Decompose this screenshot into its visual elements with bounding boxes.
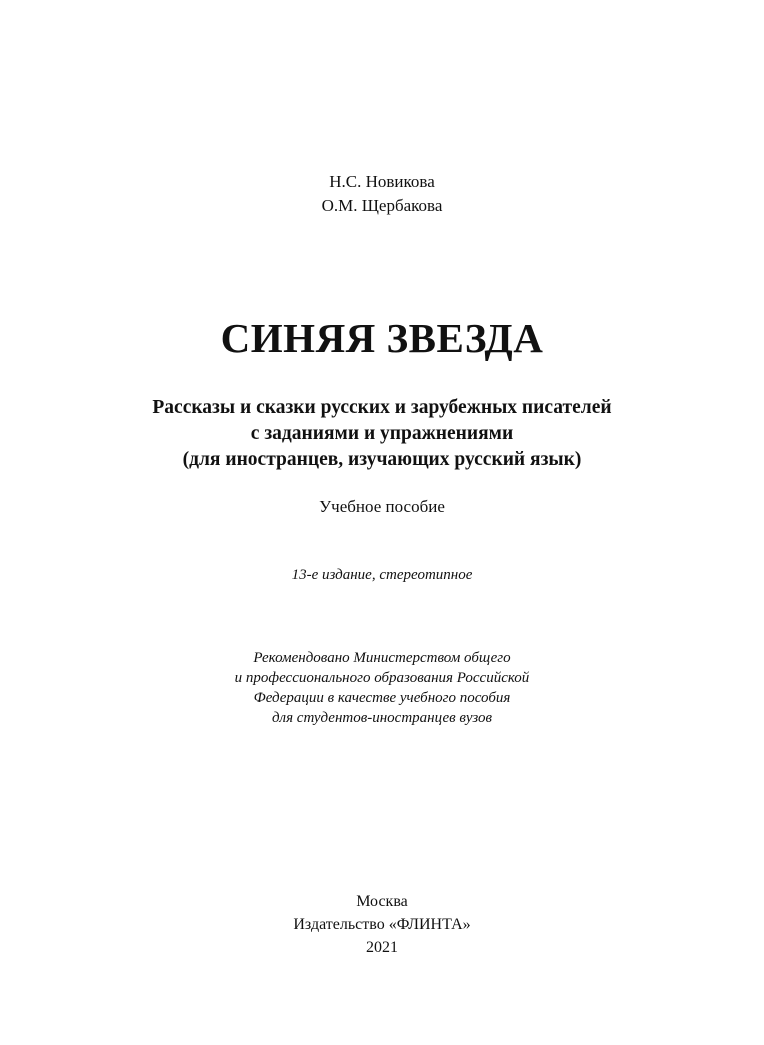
- book-title: СИНЯЯ ЗВЕЗДА: [220, 315, 544, 361]
- recommendation-line: и профессионального образования Российской: [234, 670, 530, 686]
- subtitle-line: Рассказы и сказки русских и зарубежных писателей: [152, 397, 612, 418]
- subtitle-line: (для иностранцев, изучающих русский язык): [182, 449, 582, 470]
- imprint-year: 2021: [366, 939, 398, 956]
- imprint-city: Москва: [356, 893, 408, 910]
- author-name: О.М. Щербакова: [321, 196, 443, 215]
- recommendation-line: Рекомендовано Министерством общего: [253, 650, 511, 666]
- publication-type: Учебное пособие: [319, 497, 445, 516]
- subtitle-line: с заданиями и упражнениями: [250, 423, 514, 444]
- author-name: Н.С. Новикова: [329, 172, 435, 191]
- edition-note: 13-е издание, стереотипное: [291, 567, 473, 583]
- recommendation-line: для студентов-иностранцев вузов: [271, 710, 493, 726]
- imprint-publisher: Издательство «ФЛИНТА»: [293, 916, 471, 933]
- recommendation-line: Федерации в качестве учебного пособия: [253, 690, 511, 706]
